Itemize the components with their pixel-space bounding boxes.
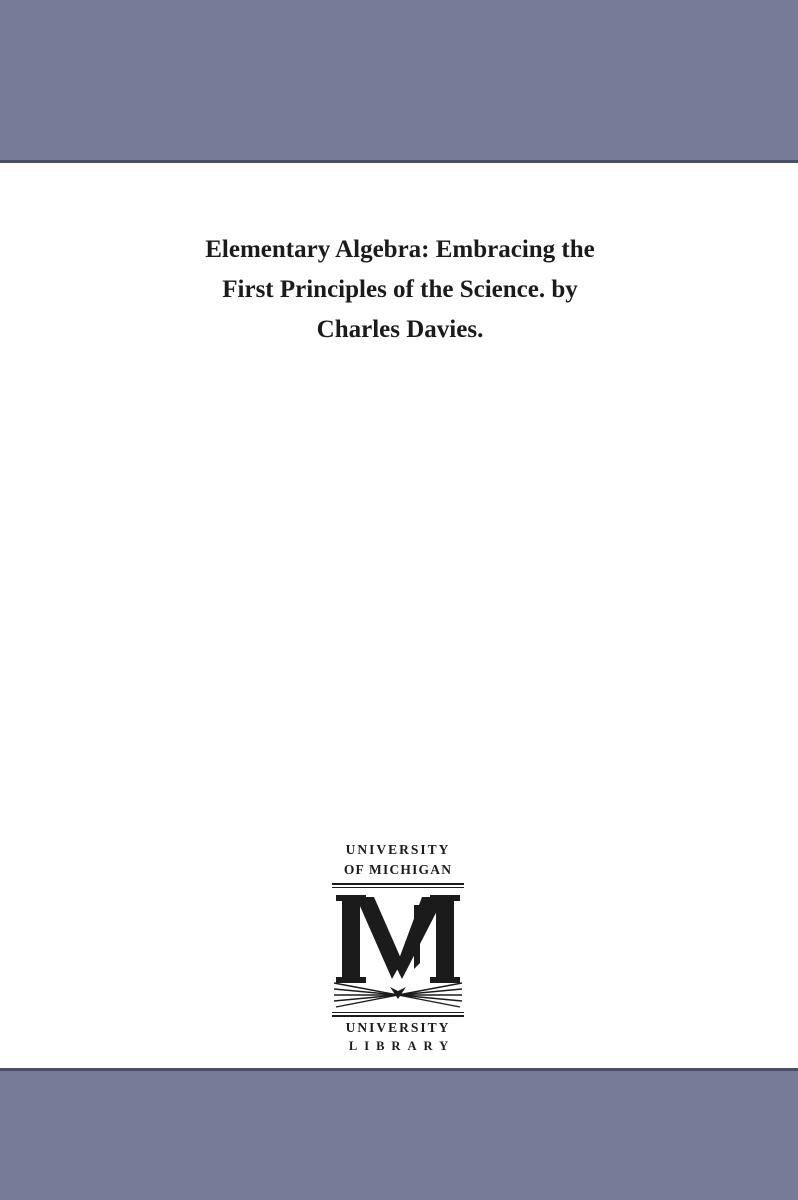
logo-text-library: LIBRARY [348,1039,456,1053]
title-line-2: First Principles of the Science. by [222,276,578,303]
book-title [100,230,700,350]
university-of-michigan-library-logo [330,838,466,1058]
logo-text-university: UNIVERSITY [345,842,451,857]
top-band [0,0,798,163]
title-line-3: Charles Davies. [316,316,484,343]
block-m-emblem-icon [330,883,466,1018]
logo-text-university-bottom: UNIVERSITY [345,1020,451,1035]
bottom-band [0,1068,798,1200]
title-line-1: Elementary Algebra: Embracing the [205,236,595,263]
logo-text-of-michigan: OF MICHIGAN [343,862,453,877]
